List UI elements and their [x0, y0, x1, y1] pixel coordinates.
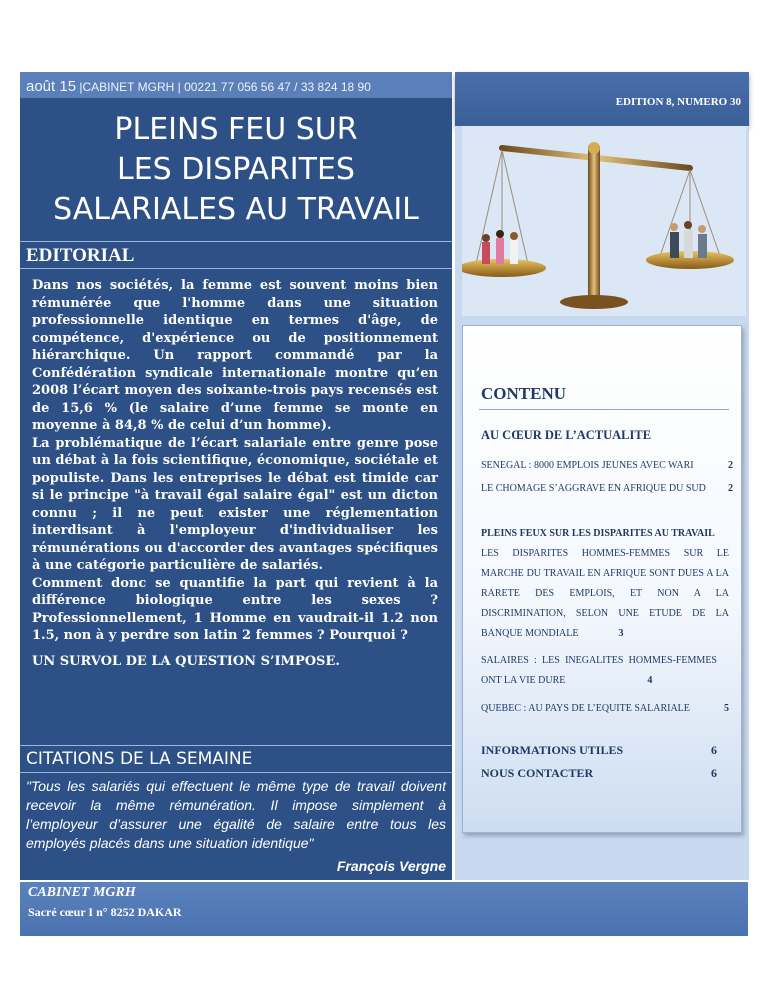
footer-address: Sacré cœur I n° 8252 DAKAR [28, 905, 182, 919]
toc-item-informations[interactable] [481, 743, 717, 758]
women-figures-icon [482, 230, 518, 264]
editorial-paragraph: Comment donc se quantifie la part qui revient à la différence biologique entre les sexes ? Professionnellement, 1 Homme en vaudrait-il 1.2 non 1.5, non à y perdre son latin 2 femmes ? Pourquoi ? [32, 575, 438, 643]
header-strip [20, 72, 452, 98]
citation-author: François Vergne [336, 858, 446, 874]
issue-date: août 15 [26, 78, 77, 95]
balance-scale-illustration [462, 126, 746, 316]
toc-item-banque-mondiale[interactable] [481, 544, 729, 644]
title-line-3: SALARIALES AU TRAVAIL [53, 192, 419, 227]
toc-item-page: 5 [724, 703, 729, 714]
toc-item-quebec[interactable] [481, 703, 729, 714]
toc-item-wari[interactable] [481, 460, 733, 471]
page-title [20, 110, 452, 230]
cabinet-contact: |CABINET MGRH | 00221 77 056 56 47 / 33 824 18 90 [76, 80, 371, 94]
contents-divider [479, 409, 729, 410]
contents-title: CONTENU [481, 384, 567, 403]
toc-item-page: 2 [728, 460, 733, 471]
toc-item-chomage[interactable] [481, 483, 733, 494]
citation-quote: "Tous les salariés qui effectuent le même type de travail doivent recevoir la même rémunération. Il impose simplement à l’employeur d’assurer une égalité de salaire entre tous les employés placés dans une situation identique" [26, 778, 446, 851]
footer [20, 882, 748, 936]
title-line-1: PLEINS FEU SUR [114, 112, 358, 147]
toc-item-salaires[interactable] [481, 651, 717, 691]
toc-item-text: SALAIRES : LES INEGALITES HOMMES-FEMMES ONT LA VIE DURE [481, 655, 717, 686]
citations-heading: CITATIONS DE LA SEMAINE [20, 745, 452, 773]
footer-cabinet: CABINET MGRH [28, 885, 136, 900]
editorial-closing: UN SURVOL DE LA QUESTION S’IMPOSE. [32, 653, 340, 669]
toc-item-text: LE CHOMAGE S’AGGRAVE EN AFRIQUE DU SUD [481, 483, 706, 494]
editorial-paragraph: La problématique de l’écart salariale entre genre pose un débat à la fois scientifique, économique, sociétale et populiste. Dans les entreprises le débat est timide car si le principe "à travail égal salaire égal" est un dicton connu ; il ne peut exister une réglementation interdisant à l'employeur d'individualiser les rémunérations ou d'accorder des avantages spécifiques à une catégorie particulière de salariés. [32, 435, 438, 573]
edition-bar [455, 72, 749, 126]
toc-item-page: 6 [711, 766, 717, 780]
toc-item-contact[interactable] [481, 766, 717, 781]
toc-section-disparites: PLEINS FEUX SUR LES DISPARITES AU TRAVAIL [481, 528, 715, 539]
editorial-heading: EDITORIAL [20, 241, 452, 269]
edition-label: EDITION 8, NUMERO 30 [615, 96, 741, 108]
toc-item-page: 4 [647, 675, 653, 686]
toc-item-text: NOUS CONTACTER [481, 766, 594, 780]
men-figures-icon [670, 221, 707, 258]
toc-item-page: 3 [618, 628, 624, 639]
toc-item-page: 2 [728, 483, 733, 494]
contents-box [462, 325, 742, 833]
editorial-paragraph: Dans nos sociétés, la femme est souvent moins bien rémunérée que l'homme dans une situation professionnelle identique en termes d'âge, de compétence, d'expérience ou de positionnement hiérarchique. Un rapport commandé par la Confédération syndicale internationale montre qu’en 2008 l’écart moyen des soixante-trois pays recensés est de 15,6 % (le salaire d’une femme se monte en moyenne à 84,8 % de celui d’un homme). [32, 278, 438, 433]
toc-item-page: 6 [711, 743, 717, 757]
editorial-body [32, 277, 438, 670]
toc-item-text: SENEGAL : 8000 EMPLOIS JEUNES AVEC WARI [481, 460, 694, 471]
toc-item-text: LES DISPARITES HOMMES-FEMMES SUR LE MARCHE DU TRAVAIL EN AFRIQUE SONT DUES A LA RARETE DES EMPLOIS, ET NON A LA DISCRIMINATION, SELON UNE ETUDE DE LA BANQUE MONDIALE [481, 548, 729, 639]
title-line-2: LES DISPARITES [117, 152, 355, 187]
toc-section-actualite: AU CŒUR DE L’ACTUALITE [481, 428, 652, 442]
toc-item-text: QUEBEC : AU PAYS DE L’EQUITE SALARIALE [481, 703, 690, 714]
toc-item-text: INFORMATIONS UTILES [481, 743, 624, 757]
